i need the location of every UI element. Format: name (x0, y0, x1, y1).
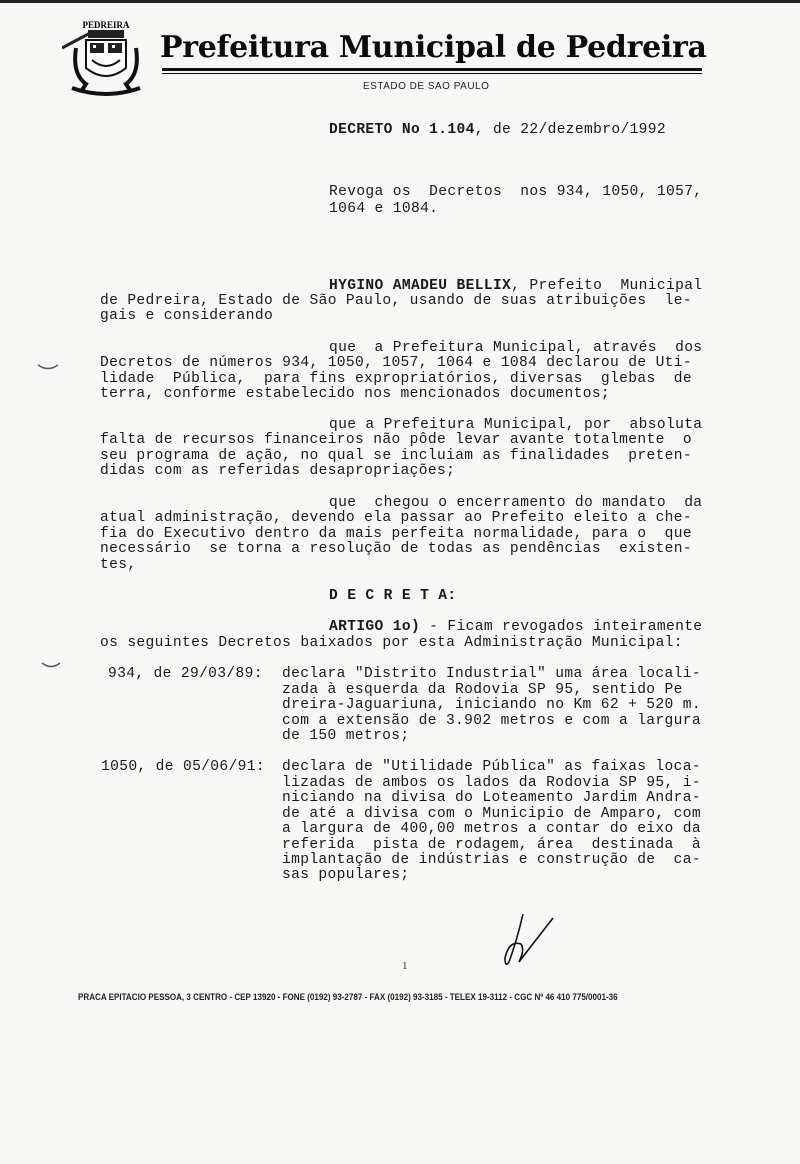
scan-edge (0, 0, 800, 3)
preamble-text: , Prefeito Municipal (511, 278, 703, 294)
revoked-decree-line: declara "Distrito Industrial" uma área locali- (282, 666, 701, 682)
decreta-heading: D E C R E T A: (329, 588, 457, 604)
revoked-decree-line: de até a divisa com o Municipio de Amparo, com (282, 806, 701, 822)
svg-text:PEDREIRA: PEDREIRA (82, 20, 130, 30)
consideration-line: que chegou o encerramento do mandato da (329, 495, 703, 511)
decree-number: DECRETO No 1.104 (329, 122, 475, 138)
revoked-decree-ref: 1050, de 05/06/91: (101, 759, 265, 775)
revoked-decree-line: com a extensão de 3.902 metros e com a largura (282, 713, 701, 729)
revoked-decree-line: declara de "Utilidade Pública" as faixas loca- (282, 759, 701, 775)
consideration-line: falta de recursos financeiros não pôde levar avante totalmente o (100, 432, 692, 448)
footer-address: PRACA EPITACIO PESSOA, 3 CENTRO - CEP 13920 - FONE (0192) 93-2787 - FAX (0192) 93-3185 - TELEX 19-3112 - CGC Nº 46 410 775/0001-36 (78, 991, 618, 1002)
revoked-decree-line: sas populares; (282, 867, 410, 883)
article-label: ARTIGO 1o) (329, 619, 421, 635)
signature-initial (495, 910, 565, 970)
consideration-line: terra, conforme estabelecido nos mencionados documentos; (100, 386, 611, 402)
decree-date: , de 22/dezembro/1992 (474, 122, 666, 138)
page-title: Prefeitura Municipal de Pedreira (160, 30, 707, 65)
revoked-decree-line: zada à esquerda da Rodovia SP 95, sentido Pe (282, 682, 683, 698)
hole-punch-mark (40, 660, 62, 672)
revoked-decree-line: de 150 metros; (282, 728, 410, 744)
hole-punch-mark (36, 362, 60, 374)
article-line (329, 619, 702, 635)
consideration-line: que a Prefeitura Municipal, através dos (329, 340, 703, 356)
article-line: os seguintes Decretos baixados por esta Administração Municipal: (100, 635, 683, 651)
summary-line: 1064 e 1084. (329, 201, 439, 217)
preamble-line (329, 278, 702, 294)
consideration-line: didas com as referidas desapropriações; (100, 463, 456, 479)
municipal-crest-logo (62, 18, 144, 100)
consideration-line: que a Prefeitura Municipal, por absoluta (329, 417, 703, 433)
title-rule (162, 68, 702, 71)
revoked-decree-line: implantação de indústrias e construção de ca- (282, 852, 701, 868)
consideration-line: lidade Pública, para fins expropriatórios, diversas glebas de (100, 371, 692, 387)
preamble-line: gais e considerando (100, 308, 274, 324)
consideration-line: Decretos de números 934, 1050, 1057, 1064 e 1084 declarou de Uti- (100, 355, 692, 371)
consideration-line: necessário se torna a resolução de todas as pendências existen- (100, 541, 692, 557)
page-number: 1 (402, 960, 408, 972)
decree-heading (329, 122, 666, 138)
consideration-line: atual administração, devendo ela passar ao Prefeito eleito a che- (100, 510, 692, 526)
consideration-line: seu programa de ação, no qual se incluiam as finalidades preten- (100, 448, 692, 464)
revoked-decree-ref: 934, de 29/03/89: (108, 666, 263, 682)
revoked-decree-line: lizadas de ambos os lados da Rodovia SP 95, i- (282, 775, 701, 791)
revoked-decree-line: dreira-Jaguariuna, iniciando no Km 62 + 520 m. (282, 697, 701, 713)
revoked-decree-line: referida pista de rodagem, área destinada à (282, 837, 701, 853)
preamble-line: de Pedreira, Estado de São Paulo, usando de suas atribuições le- (100, 293, 692, 309)
state-subtitle: ESTADO DE SAO PAULO (363, 81, 490, 92)
consideration-line: tes, (100, 557, 137, 573)
consideration-line: fia do Executivo dentro da mais perfeita normalidade, para o que (100, 526, 692, 542)
summary-line: Revoga os Decretos nos 934, 1050, 1057, (329, 184, 703, 200)
revoked-decree-line: a largura de 400,00 metros a contar do eixo da (282, 821, 701, 837)
revoked-decree-line: niciando na divisa do Loteamento Jardim Andra- (282, 790, 701, 806)
article-text: - Ficam revogados inteiramente (420, 619, 703, 635)
mayor-name: HYGINO AMADEU BELLIX (329, 278, 512, 294)
title-rule-thin (162, 73, 702, 74)
